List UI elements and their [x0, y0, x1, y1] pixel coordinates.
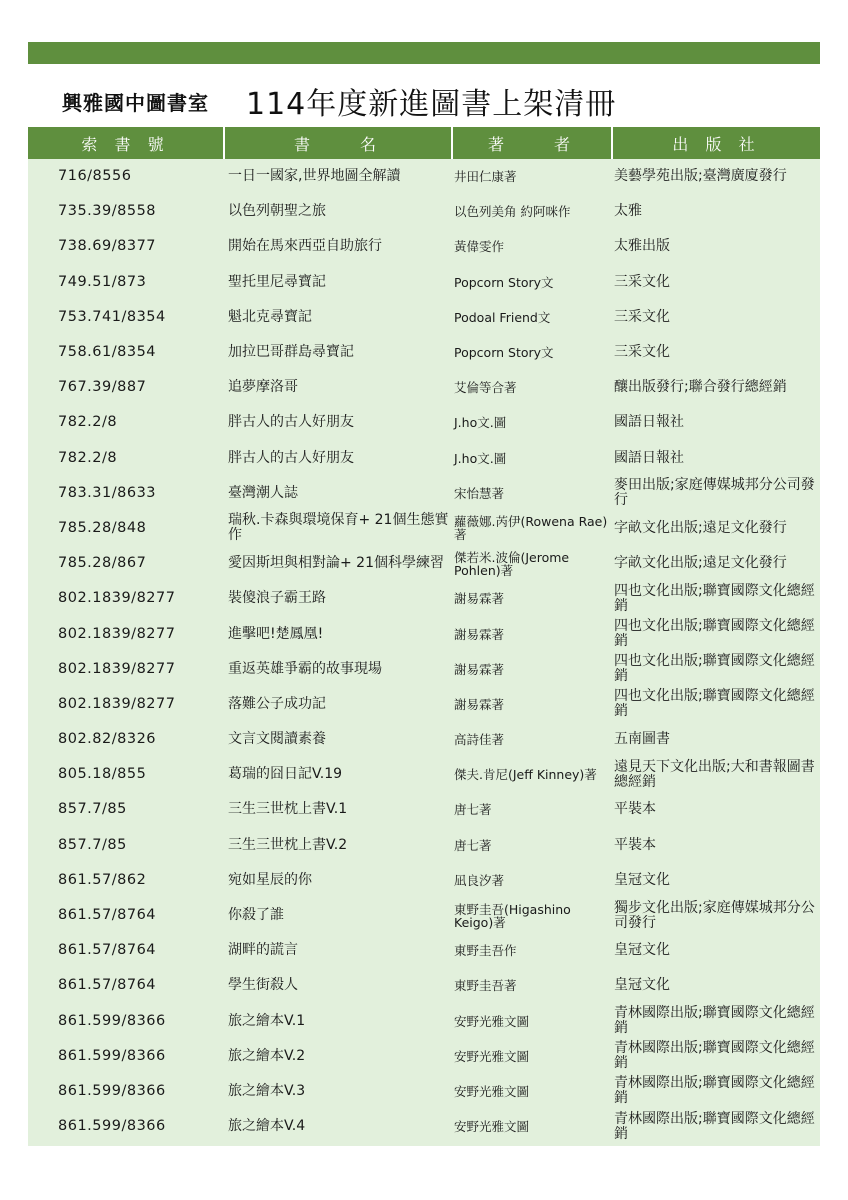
- table-row: [28, 968, 820, 1003]
- title-cell: 旅之繪本V.1: [228, 1012, 306, 1029]
- table-row: [28, 1039, 820, 1074]
- title-cell: 以色列朝聖之旅: [228, 203, 326, 220]
- call-number-cell: 802.1839/8277: [58, 625, 176, 642]
- call-number-cell: 782.2/8: [58, 414, 118, 431]
- publisher-cell: 四也文化出版;聯寶國際文化總經銷: [614, 653, 815, 685]
- title-cell: 裝傻浪子霸王路: [228, 590, 326, 607]
- title-cell: 加拉巴哥群島尋寶記: [228, 344, 354, 361]
- table-row: [28, 265, 820, 300]
- call-number-cell: 735.39/8558: [58, 203, 157, 220]
- call-number-cell: 767.39/887: [58, 379, 147, 396]
- call-number-cell: 861.57/8764: [58, 977, 157, 994]
- table-row: [28, 933, 820, 968]
- table-row: [28, 1004, 820, 1039]
- publisher-cell: 字畝文化出版;遠足文化發行: [614, 555, 787, 572]
- title-cell: 聖托里尼尋寶記: [228, 273, 326, 290]
- title-cell: 宛如星辰的你: [228, 871, 312, 888]
- publisher-cell: 青林國際出版;聯寶國際文化總經銷: [614, 1040, 815, 1072]
- publisher-cell: 國語日報社: [614, 414, 684, 431]
- call-number-cell: 802.1839/8277: [58, 695, 176, 712]
- call-number-cell: 785.28/848: [58, 519, 147, 536]
- table-row: [28, 159, 820, 194]
- table-row: [28, 511, 820, 546]
- call-number-cell: 861.57/8764: [58, 942, 157, 959]
- author-cell: 唐七著: [454, 837, 492, 853]
- table-row: [28, 194, 820, 229]
- author-cell: 高詩佳著: [454, 732, 505, 748]
- author-cell: 安野光雅文圖: [454, 1013, 530, 1029]
- author-cell: 傑夫.肯尼(Jeff Kinney)著: [454, 767, 597, 783]
- title-cell: 文言文閱讀素養: [228, 731, 326, 748]
- author-cell: J.ho文.圖: [454, 450, 507, 466]
- call-number-cell: 861.599/8366: [58, 1118, 166, 1135]
- author-cell: 安野光雅文圖: [454, 1083, 530, 1099]
- author-cell: 宋怡慧著: [454, 485, 505, 501]
- publisher-cell: 三采文化: [614, 308, 670, 325]
- author-cell: 東野圭吾作: [454, 943, 517, 959]
- title-cell: 你殺了誰: [228, 907, 284, 924]
- table-row: [28, 652, 820, 687]
- publisher-cell: 四也文化出版;聯寶國際文化總經銷: [614, 618, 815, 650]
- publisher-cell: 三采文化: [614, 273, 670, 290]
- title-cell: 一日一國家,世界地圖全解讀: [228, 168, 401, 185]
- call-number-cell: 802.82/8326: [58, 731, 157, 748]
- publisher-cell: 皇冠文化: [614, 942, 670, 959]
- call-number-cell: 802.1839/8277: [58, 590, 176, 607]
- call-number-cell: 782.2/8: [58, 449, 118, 466]
- call-number-cell: 857.7/85: [58, 836, 127, 853]
- table-row: [28, 370, 820, 405]
- title-cell: 旅之繪本V.3: [228, 1082, 306, 1099]
- publisher-cell: 國語日報社: [614, 449, 684, 466]
- title-cell: 湖畔的謊言: [228, 942, 298, 959]
- publisher-cell: 青林國際出版;聯寶國際文化總經銷: [614, 1110, 815, 1142]
- table-row: [28, 722, 820, 757]
- call-number-cell: 783.31/8633: [58, 484, 157, 501]
- column-header-publisher: 出 版 社: [612, 127, 820, 159]
- title-cell: 魁北克尋寶記: [228, 308, 312, 325]
- table-row: [28, 405, 820, 440]
- author-cell: 唐七著: [454, 802, 492, 818]
- author-cell: 井田仁康著: [454, 169, 517, 185]
- author-cell: Popcorn Story文: [454, 274, 554, 290]
- author-cell: 謝易霖著: [454, 591, 505, 607]
- title-cell: 開始在馬來西亞自助旅行: [228, 238, 382, 255]
- title-cell: 進擊吧!楚鳳凰!: [228, 625, 324, 642]
- table-row: [28, 863, 820, 898]
- publisher-cell: 五南圖書: [614, 731, 670, 748]
- author-cell: Popcorn Story文: [454, 345, 554, 361]
- author-cell: 東野圭吾(Higashino Keigo)著: [454, 901, 571, 930]
- title-cell: 瑞秋.卡森與環境保育+ 21個生態實作: [228, 512, 449, 544]
- author-cell: 東野圭吾著: [454, 978, 517, 994]
- publisher-cell: 平裝本: [614, 801, 656, 818]
- author-cell: 凪良汐著: [454, 872, 505, 888]
- table-row: [28, 1109, 820, 1144]
- call-number-cell: 861.599/8366: [58, 1082, 166, 1099]
- publisher-cell: 四也文化出版;聯寶國際文化總經銷: [614, 688, 815, 720]
- author-cell: 黃偉雯作: [454, 239, 505, 255]
- table-header-row: [28, 127, 820, 159]
- top-banner-bar: [28, 42, 820, 64]
- book-list-table-container: [28, 127, 820, 1146]
- publisher-cell: 美藝學苑出版;臺灣廣廈發行: [614, 168, 787, 185]
- publisher-cell: 麥田出版;家庭傳媒城邦分公司發行: [614, 477, 815, 509]
- title-cell: 胖古人的古人好朋友: [228, 414, 354, 431]
- publisher-cell: 皇冠文化: [614, 871, 670, 888]
- call-number-cell: 861.599/8366: [58, 1047, 166, 1064]
- call-number-cell: 805.18/855: [58, 766, 147, 783]
- table-row: [28, 616, 820, 651]
- call-number-cell: 802.1839/8277: [58, 660, 176, 677]
- table-row: [28, 476, 820, 511]
- table-row: [28, 300, 820, 335]
- publisher-cell: 青林國際出版;聯寶國際文化總經銷: [614, 1075, 815, 1107]
- table-row: [28, 441, 820, 476]
- author-cell: 傑若米.波倫(Jerome Pohlen)著: [454, 549, 570, 578]
- table-row: [28, 898, 820, 933]
- call-number-cell: 857.7/85: [58, 801, 127, 818]
- table-row: [28, 335, 820, 370]
- call-number-cell: 738.69/8377: [58, 238, 157, 255]
- author-cell: 蘿薇娜.芮伊(Rowena Rae)著: [454, 514, 608, 543]
- title-cell: 愛因斯坦與相對論+ 21個科學練習: [228, 555, 444, 572]
- title-cell: 落難公子成功記: [228, 695, 326, 712]
- author-cell: 謝易霖著: [454, 696, 505, 712]
- table-row: [28, 757, 820, 792]
- document-header: [28, 72, 820, 124]
- publisher-cell: 平裝本: [614, 836, 656, 853]
- call-number-cell: 753.741/8354: [58, 308, 166, 325]
- title-cell: 臺灣潮人誌: [228, 484, 298, 501]
- publisher-cell: 字畝文化出版;遠足文化發行: [614, 519, 787, 536]
- title-cell: 胖古人的古人好朋友: [228, 449, 354, 466]
- table-row: [28, 546, 820, 581]
- call-number-cell: 861.57/862: [58, 871, 147, 888]
- author-cell: J.ho文.圖: [454, 415, 507, 431]
- author-cell: 謝易霖著: [454, 661, 505, 677]
- publisher-cell: 青林國際出版;聯寶國際文化總經銷: [614, 1005, 815, 1037]
- title-cell: 重返英雄爭霸的故事現場: [228, 660, 382, 677]
- table-row: [28, 229, 820, 264]
- column-header-author: 著 者: [452, 127, 612, 159]
- table-row: [28, 792, 820, 827]
- title-cell: 三生三世枕上書V.2: [228, 836, 348, 853]
- call-number-cell: 716/8556: [58, 168, 132, 185]
- call-number-cell: 758.61/8354: [58, 344, 157, 361]
- author-cell: Podoal Friend文: [454, 309, 551, 325]
- school-name: 興雅國中圖書室: [62, 91, 209, 115]
- author-cell: 安野光雅文圖: [454, 1119, 530, 1135]
- title-cell: 旅之繪本V.2: [228, 1047, 306, 1064]
- call-number-cell: 861.57/8764: [58, 907, 157, 924]
- column-header-title: 書 名: [224, 127, 452, 159]
- publisher-cell: 皇冠文化: [614, 977, 670, 994]
- book-list-table: [28, 127, 820, 1144]
- table-body: [28, 159, 820, 1144]
- author-cell: 艾倫等合著: [454, 380, 517, 396]
- call-number-cell: 861.599/8366: [58, 1012, 166, 1029]
- publisher-cell: 太雅出版: [614, 238, 670, 255]
- table-row: [28, 581, 820, 616]
- title-cell: 追夢摩洛哥: [228, 379, 298, 396]
- publisher-cell: 釀出版發行;聯合發行總經銷: [614, 379, 787, 396]
- title-cell: 學生街殺人: [228, 977, 298, 994]
- title-cell: 葛瑞的囧日記V.19: [228, 766, 343, 783]
- table-row: [28, 1074, 820, 1109]
- author-cell: 安野光雅文圖: [454, 1048, 530, 1064]
- author-cell: 以色列美角 約阿咪作: [454, 204, 571, 220]
- publisher-cell: 太雅: [614, 203, 642, 220]
- publisher-cell: 三采文化: [614, 344, 670, 361]
- call-number-cell: 749.51/873: [58, 273, 147, 290]
- page-title: 114年度新進圖書上架清冊: [246, 87, 617, 122]
- publisher-cell: 遠見天下文化出版;大和書報圖書總經銷: [614, 758, 815, 790]
- column-header-call-number: 索 書 號: [28, 127, 224, 159]
- call-number-cell: 785.28/867: [58, 555, 147, 572]
- table-row: [28, 687, 820, 722]
- publisher-cell: 獨步文化出版;家庭傳媒城邦分公司發行: [614, 899, 815, 931]
- title-cell: 三生三世枕上書V.1: [228, 801, 348, 818]
- title-cell: 旅之繪本V.4: [228, 1118, 306, 1135]
- table-row: [28, 828, 820, 863]
- author-cell: 謝易霖著: [454, 626, 505, 642]
- publisher-cell: 四也文化出版;聯寶國際文化總經銷: [614, 582, 815, 614]
